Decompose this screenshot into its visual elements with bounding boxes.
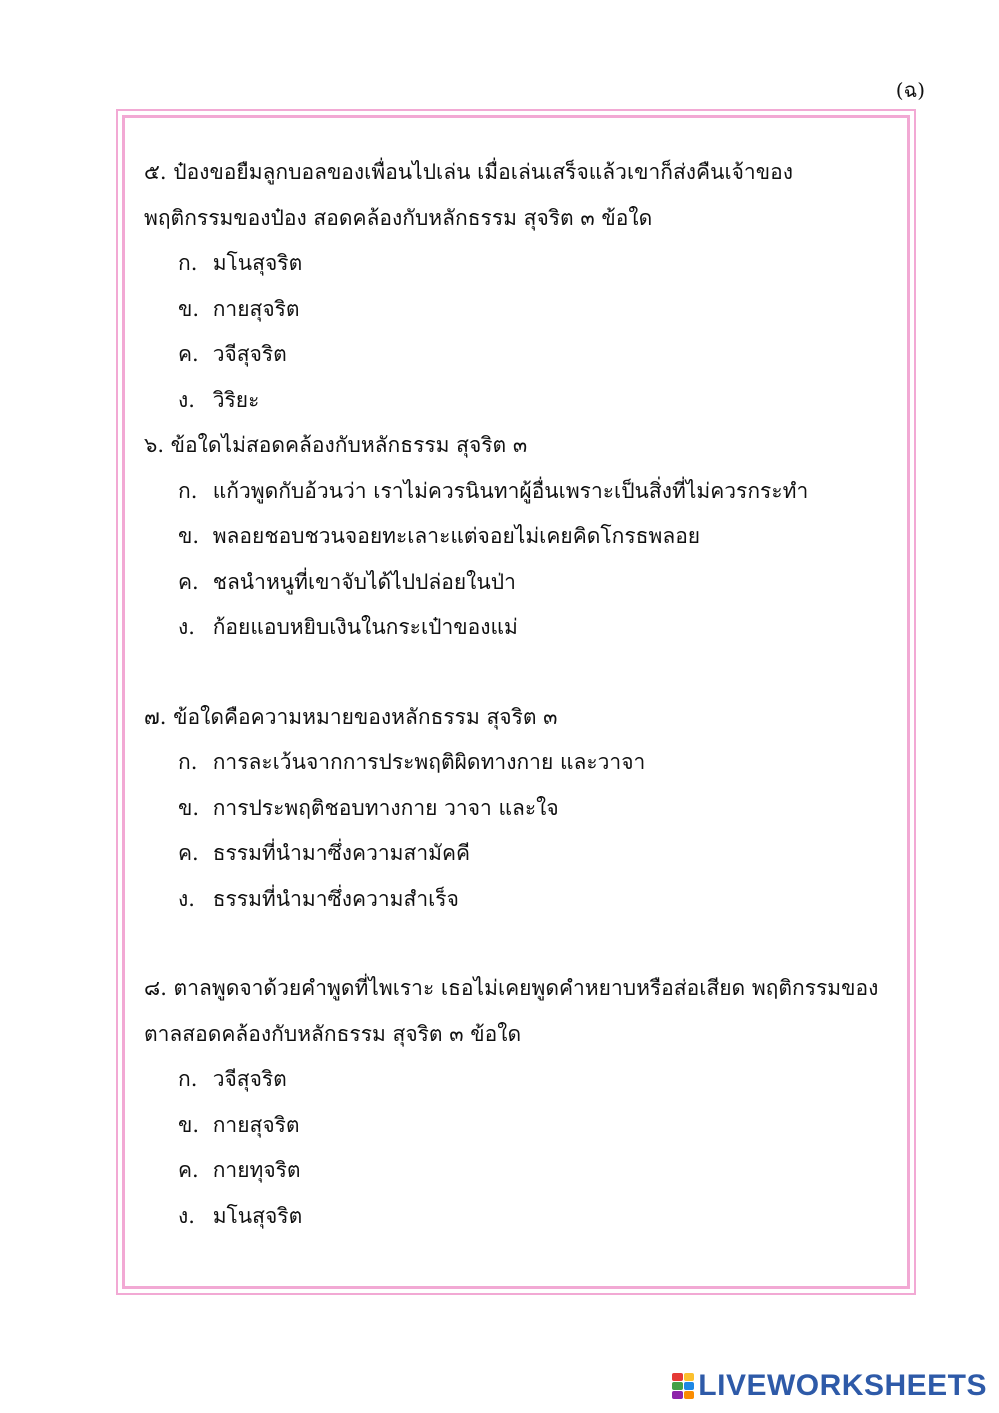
option-letter: ค. — [178, 569, 199, 594]
option-letter: ข. — [178, 524, 200, 548]
question-5 — [144, 150, 894, 423]
option-letter: ก. — [178, 750, 198, 774]
option-text: วจีสุจริต — [212, 1067, 287, 1091]
liveworksheets-logo[interactable] — [672, 1369, 987, 1403]
question-text: ๕. ป๋องขอยืมลูกบอลของเพื่อนไปเล่น เมื่อเล่นเสร็จแล้วเขาก็ส่งคืนเจ้าของ — [144, 160, 793, 184]
liveworksheets-logo-text: LIVEWORKSHEETS — [698, 1369, 987, 1402]
option-text: ธรรมที่นำมาซึ่งความสามัคคี — [212, 841, 471, 865]
question-7 — [144, 695, 894, 923]
answer-option[interactable] — [178, 560, 894, 606]
logo-square — [672, 1382, 683, 1390]
answer-option[interactable] — [178, 786, 894, 832]
option-letter: ค. — [178, 841, 199, 865]
option-letter: ก. — [178, 251, 198, 275]
answer-option[interactable] — [178, 1194, 894, 1240]
answer-options — [144, 740, 894, 922]
page-number: (ฉ) — [895, 78, 925, 102]
option-letter: ข. — [178, 795, 200, 820]
question-text: ๗. ข้อใดคือความหมายของหลักธรรม สุจริต ๓ — [144, 704, 558, 729]
option-text: มโนสุจริต — [212, 1203, 303, 1228]
answer-option[interactable] — [178, 514, 894, 560]
logo-square — [684, 1391, 695, 1399]
option-text: ธรรมที่นำมาซึ่งความสำเร็จ — [212, 886, 459, 911]
option-letter: ข. — [178, 296, 200, 321]
option-letter: ง. — [178, 387, 195, 412]
option-letter: ง. — [178, 1203, 195, 1228]
question-8 — [144, 966, 894, 1239]
option-letter: ก. — [178, 478, 198, 503]
option-text: กายทุจริต — [212, 1158, 301, 1182]
option-text: กายสุจริต — [212, 296, 300, 321]
option-letter: ง. — [178, 886, 195, 911]
option-letter: ค. — [178, 342, 199, 366]
option-text: กายสุจริต — [212, 1112, 300, 1137]
option-text: ก้อยแอบหยิบเงินในกระเป๋าของแม่ — [212, 615, 518, 639]
answer-option[interactable] — [178, 241, 894, 287]
answer-option[interactable] — [178, 605, 894, 651]
option-text: ชลนำหนูที่เขาจับได้ไปปล่อยในป่า — [212, 569, 516, 594]
option-text: การประพฤติชอบทางกาย วาจา และใจ — [212, 795, 559, 820]
option-letter: ค. — [178, 1158, 199, 1182]
option-text: แก้วพูดกับอ้วนว่า เราไม่ควรนินทาผู้อื่นเพราะเป็นสิ่งที่ไม่ควรกระทำ — [212, 478, 809, 503]
liveworksheets-logo-icon — [672, 1373, 694, 1399]
answer-options — [144, 241, 894, 423]
option-text: พลอยชอบชวนจอยทะเลาะแต่จอยไม่เคยคิดโกรธพลอย — [212, 524, 701, 548]
answer-option[interactable] — [178, 1148, 894, 1194]
answer-option[interactable] — [178, 469, 894, 515]
logo-square — [672, 1373, 683, 1381]
question-text: ๘. ตาลพูดจาด้วยคำพูดที่ไพเราะ เธอไม่เคยพูดคำหยาบหรือส่อเสียด พฤติกรรมของ — [144, 976, 879, 1000]
answer-options — [144, 469, 894, 651]
question-text: พฤติกรรมของป๋อง สอดคล้องกับหลักธรรม สุจริต ๓ ข้อใด — [144, 205, 653, 230]
answer-option[interactable] — [178, 1103, 894, 1149]
logo-square — [672, 1391, 683, 1399]
option-letter: ง. — [178, 615, 195, 639]
answer-option[interactable] — [178, 287, 894, 333]
answer-options — [144, 1057, 894, 1239]
answer-option[interactable] — [178, 378, 894, 424]
option-text: การละเว้นจากการประพฤติผิดทางกาย และวาจา — [212, 750, 646, 774]
question-6 — [144, 423, 894, 651]
question-text: ตาลสอดคล้องกับหลักธรรม สุจริต ๓ ข้อใด — [144, 1021, 522, 1046]
question-list — [144, 150, 894, 1239]
question-text: ๖. ข้อใดไม่สอดคล้องกับหลักธรรม สุจริต ๓ — [144, 433, 528, 457]
option-text: วจีสุจริต — [212, 342, 287, 366]
logo-square — [684, 1373, 695, 1381]
answer-option[interactable] — [178, 831, 894, 877]
option-letter: ก. — [178, 1067, 198, 1091]
answer-option[interactable] — [178, 1057, 894, 1103]
option-letter: ข. — [178, 1112, 200, 1137]
option-text: มโนสุจริต — [212, 251, 303, 275]
answer-option[interactable] — [178, 740, 894, 786]
option-text: วิริยะ — [212, 387, 260, 412]
answer-option[interactable] — [178, 877, 894, 923]
logo-square — [684, 1382, 695, 1390]
answer-option[interactable] — [178, 332, 894, 378]
